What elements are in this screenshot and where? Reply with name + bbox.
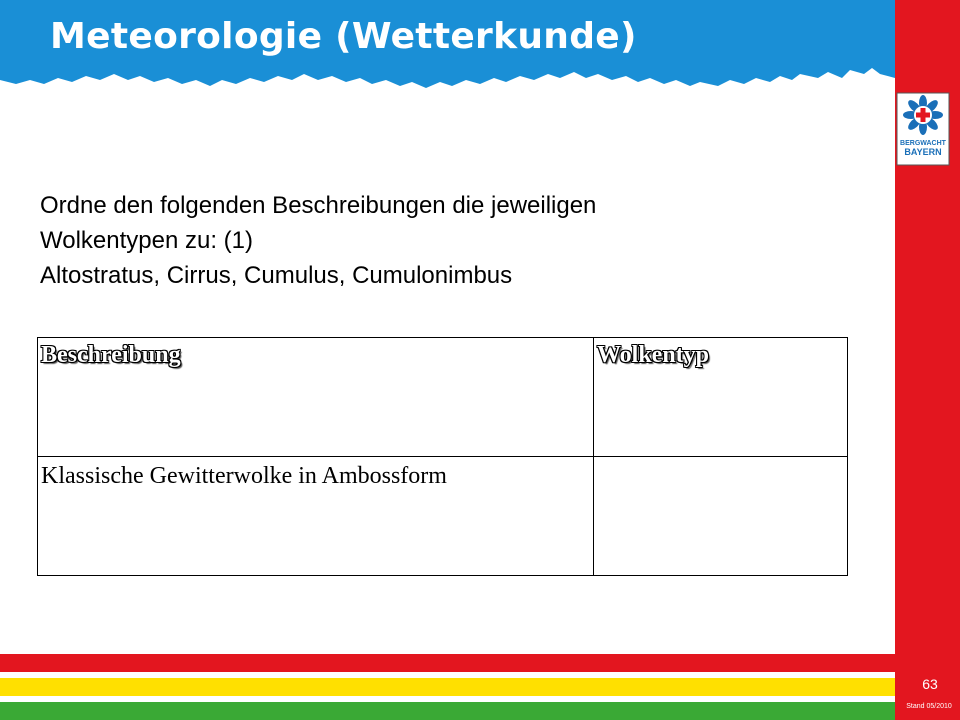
page-number: 63 — [922, 676, 938, 692]
footer-stripe-green — [0, 702, 895, 720]
table-header-row — [38, 338, 848, 457]
footer-stripe-red — [0, 654, 895, 672]
header-cell-beschreibung — [38, 338, 594, 457]
prompt-line-2: Wolkentypen zu: (1) — [40, 227, 253, 254]
description-text: Klassische Gewitterwolke in Ambossform — [41, 463, 447, 489]
slide-title: Meteorologie (Wetterkunde) — [50, 16, 637, 57]
footer-stripe-yellow — [0, 678, 895, 696]
stand-date: Stand 05/2010 — [906, 703, 952, 710]
assignment-table — [37, 337, 848, 576]
logo-text-bergwacht: BERGWACHT — [900, 140, 946, 147]
logo-text-bayern: BAYERN — [904, 147, 942, 157]
bergwacht-bayern-logo — [896, 92, 950, 166]
prompt-line-3: Altostratus, Cirrus, Cumulus, Cumulonimbus — [40, 262, 513, 289]
header-label-wolkentyp: Wolkentyp — [596, 342, 709, 368]
description-cell — [38, 457, 594, 576]
header-label-beschreibung: Beschreibung — [41, 342, 181, 368]
task-prompt — [40, 188, 840, 293]
answer-cell[interactable] — [593, 457, 847, 576]
prompt-line-1: Ordne den folgenden Beschreibungen die jeweiligen — [40, 192, 597, 219]
header-cell-wolkentyp — [593, 338, 847, 457]
table-row — [38, 457, 848, 576]
